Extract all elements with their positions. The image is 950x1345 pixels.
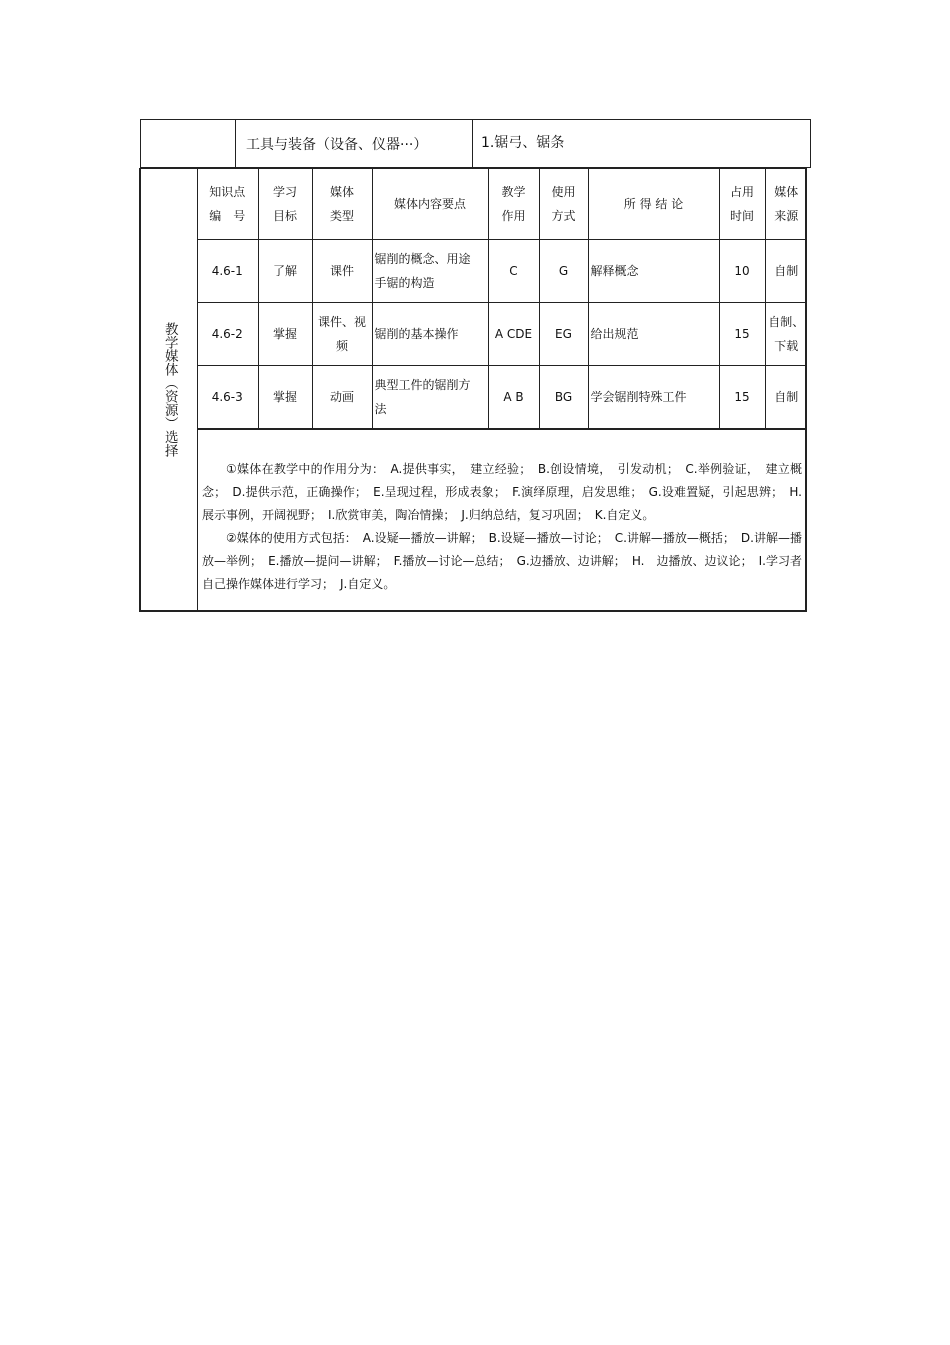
notes-cell <box>198 429 806 611</box>
side-label: 教学媒体（资源）选择 <box>161 322 178 457</box>
header-role: 教学 作用 <box>488 169 539 240</box>
cell-id: 4.6-2 <box>197 303 258 366</box>
header-content: 媒体内容要点 <box>372 169 488 240</box>
cell-time: 15 <box>719 366 765 429</box>
cell-conclusion: 给出规范 <box>588 303 719 366</box>
cell-time: 10 <box>719 240 765 303</box>
tools-value: 1.锯弓、锯条 <box>481 135 565 151</box>
cell-content: 锯削的概念、用途 手锯的构造 <box>372 240 488 303</box>
side-label-cell <box>141 169 198 610</box>
header-media-type: 媒体 类型 <box>312 169 372 240</box>
cell-method: G <box>539 240 588 303</box>
cell-content: 锯削的基本操作 <box>372 303 488 366</box>
table-row <box>197 240 807 303</box>
tools-empty-cell <box>141 120 236 167</box>
cell-role: C <box>488 240 539 303</box>
header-row <box>197 169 807 240</box>
header-time: 占用 时间 <box>719 169 765 240</box>
media-grid <box>197 169 807 429</box>
notes-role-legend: ①媒体在教学中的作用分为： A.提供事实， 建立经验； B.创设情境， 引发动机； C.举例验证， 建立概念； D.提供示范，正确操作； E.呈现过程，形成表象； F.演绎原理，启发思维； G.设难置疑，引起思辨； H.展示事例，开阔视野； I.欣赏审美，陶冶情操； J.归纳总结，复习巩固； K.自定义。 <box>202 462 802 522</box>
header-goal: 学习 目标 <box>258 169 312 240</box>
header-id: 知识点 编 号 <box>197 169 258 240</box>
header-source: 媒体 来源 <box>765 169 807 240</box>
cell-method: EG <box>539 303 588 366</box>
notes-method-legend: ②媒体的使用方式包括： A.设疑—播放—讲解； B.设疑—播放—讨论； C.讲解—播放—概括； D.讲解—播放—举例； E.播放—提问—讲解； F.播放—讨论—总结； G.边播放、边讲解； H. 边播放、边议论； I.学习者自己操作媒体进行学习； J.自定义。 <box>202 531 802 591</box>
cell-goal: 了解 <box>258 240 312 303</box>
cell-source: 自制、 下载 <box>765 303 807 366</box>
cell-goal: 掌握 <box>258 303 312 366</box>
cell-media-type: 课件、视 频 <box>312 303 372 366</box>
tools-label: 工具与装备（设备、仪器···） <box>246 136 428 153</box>
cell-source: 自制 <box>765 240 807 303</box>
cell-content: 典型工件的锯削方 法 <box>372 366 488 429</box>
tools-table <box>140 119 811 168</box>
cell-media-type: 动画 <box>312 366 372 429</box>
cell-goal: 掌握 <box>258 366 312 429</box>
header-method: 使用 方式 <box>539 169 588 240</box>
cell-media-type: 课件 <box>312 240 372 303</box>
cell-id: 4.6-1 <box>197 240 258 303</box>
table-row <box>197 303 807 366</box>
tools-label-cell <box>236 120 473 167</box>
cell-conclusion: 解释概念 <box>588 240 719 303</box>
tools-value-cell <box>473 120 810 167</box>
cell-role: A CDE <box>488 303 539 366</box>
cell-id: 4.6-3 <box>197 366 258 429</box>
cell-method: BG <box>539 366 588 429</box>
header-conclusion: 所 得 结 论 <box>588 169 719 240</box>
media-selection-table <box>139 168 807 612</box>
cell-conclusion: 学会锯削特殊工件 <box>588 366 719 429</box>
table-row <box>197 366 807 429</box>
cell-source: 自制 <box>765 366 807 429</box>
cell-role: A B <box>488 366 539 429</box>
cell-time: 15 <box>719 303 765 366</box>
